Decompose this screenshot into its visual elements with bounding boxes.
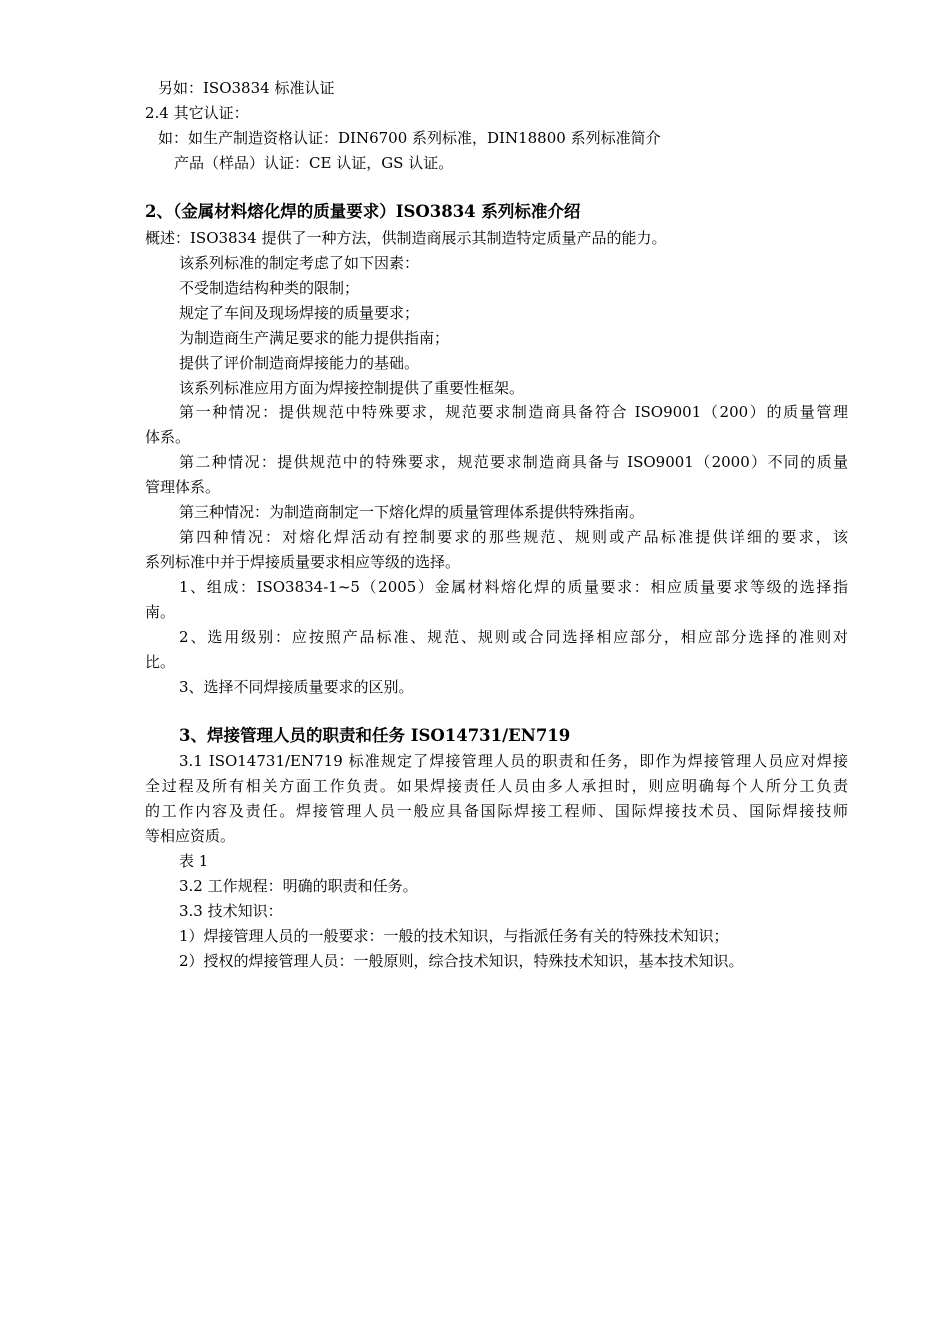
paragraph-line: 该系列标准的制定考虑了如下因素：	[179, 254, 420, 272]
text-line: 产品（样品）认证：CE 认证，GS 认证。	[174, 154, 454, 172]
list-item: 1）焊接管理人员的一般要求：一般的技术知识，与指派任务有关的特殊技术知识；	[179, 927, 729, 945]
paragraph-line: 第三种情况：为制造商制定一下熔化焊的质量管理体系提供特殊指南。	[179, 503, 645, 521]
paragraph-line: 等相应资质。	[145, 827, 236, 845]
paragraph-line: 第四种情况：对熔化焊活动有控制要求的那些规范、规则或产品标准提供详细的要求，该	[179, 528, 848, 546]
section-heading: 2、（金属材料熔化焊的质量要求）ISO3834 系列标准介绍	[145, 202, 581, 221]
text-line: 另如：ISO3834 标准认证	[158, 79, 335, 97]
list-item: 为制造商生产满足要求的能力提供指南；	[179, 329, 450, 347]
paragraph-line: 3.2 工作规程：明确的职责和任务。	[179, 877, 418, 895]
paragraph-line: 3.3 技术知识：	[179, 902, 283, 920]
paragraph-line: 系列标准中并于焊接质量要求相应等级的选择。	[145, 553, 461, 571]
paragraph-line: 体系。	[145, 428, 191, 446]
paragraph-line: 第二种情况：提供规范中的特殊要求，规范要求制造商具备与 ISO9001（2000）不同的质量	[179, 453, 848, 471]
paragraph-line: 2、选用级别：应按照产品标准、规范、规则或合同选择相应部分，相应部分选择的准则对	[179, 628, 848, 646]
text-line: 如：如生产制造资格认证：DIN6700 系列标准，DIN18800 系列标准简介	[158, 129, 661, 147]
section-heading: 3、焊接管理人员的职责和任务 ISO14731/EN719	[179, 726, 571, 745]
paragraph-line: 南。	[145, 603, 176, 621]
paragraph-line: 全过程及所有相关方面工作负责。如果焊接责任人员由多人承担时，则应明确每个人所分工负责	[145, 777, 848, 795]
paragraph-line: 该系列标准应用方面为焊接控制提供了重要性框架。	[179, 379, 525, 397]
paragraph-line: 管理体系。	[145, 478, 221, 496]
paragraph-line: 3.1 ISO14731/EN719 标准规定了焊接管理人员的职责和任务，即作为焊接管理人员应对焊接	[179, 752, 848, 770]
paragraph-line: 比。	[145, 653, 176, 671]
table-reference: 表 1	[179, 852, 209, 870]
paragraph-line: 的工作内容及责任。焊接管理人员一般应具备国际焊接工程师、国际焊接技术员、国际焊接技师	[145, 802, 848, 820]
paragraph-line: 3、选择不同焊接质量要求的区别。	[179, 678, 414, 696]
list-item: 不受制造结构种类的限制；	[179, 279, 360, 297]
list-item: 2）授权的焊接管理人员：一般原则，综合技术知识，特殊技术知识，基本技术知识。	[179, 952, 744, 970]
paragraph-line: 概述：ISO3834 提供了一种方法，供制造商展示其制造特定质量产品的能力。	[145, 229, 667, 247]
list-item: 规定了车间及现场焊接的质量要求；	[179, 304, 420, 322]
list-item: 提供了评价制造商焊接能力的基础。	[179, 354, 420, 372]
subsection-heading: 2.4 其它认证：	[145, 104, 249, 122]
paragraph-line: 1、组成：ISO3834-1~5（2005）金属材料熔化焊的质量要求：相应质量要求等级的选择指	[179, 578, 848, 596]
paragraph-line: 第一种情况：提供规范中特殊要求，规范要求制造商具备符合 ISO9001（200）的质量管理	[179, 403, 848, 421]
